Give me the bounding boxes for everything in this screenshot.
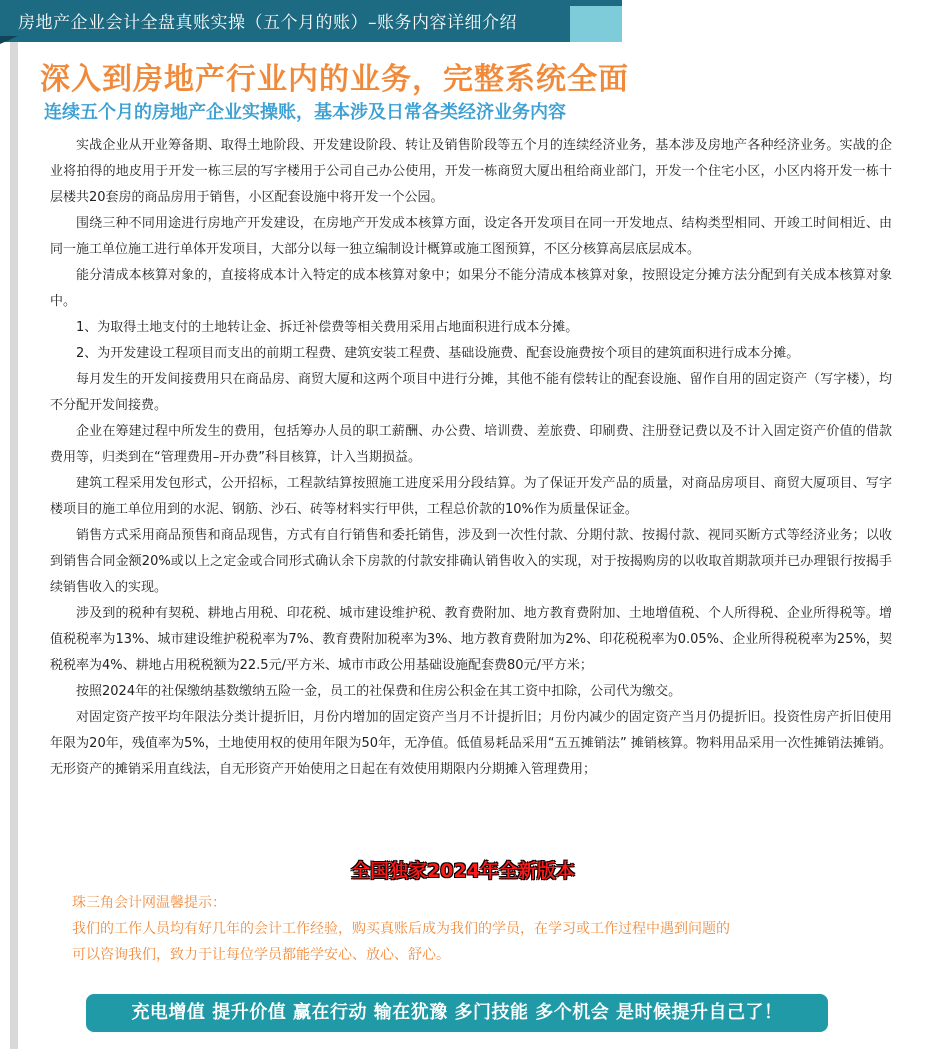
paragraph: 围绕三种不同用途进行房地产开发建设，在房地产开发成本核算方面，设定各开发项目在同一开发地点、结构类型相同、开竣工时间相近、由同一施工单位施工进行单体开发项目，大部分以每一独立编制设计概算或施工图预算，不区分核算高层底层成本。: [50, 216, 892, 257]
tip-line: 我们的工作人员均有好几年的会计工作经验，购买真账后成为我们的学员，在学习或工作过程中遇到问题的: [72, 921, 730, 937]
subheadline: 连续五个月的房地产企业实操账，基本涉及日常各类经济业务内容: [44, 102, 566, 123]
article-body: [50, 133, 892, 783]
tip-body: [72, 916, 872, 968]
paragraph: 销售方式采用商品预售和商品现售，方式有自行销售和委托销售，涉及到一次性付款、分期付款、按揭付款、视同买断方式等经济业务；以收到销售合同金额20%或以上之定金或合同形式确认余下房款的付款安排确认销售收入的实现，对于按揭购房的以收取首期款项并已办理银行按揭手续销售收入的实现。: [50, 528, 892, 595]
paragraph: 建筑工程采用发包形式，公开招标，工程款结算按照施工进度采用分段结算。为了保证开发产品的质量，对商品房项目、商贸大厦项目、写字楼项目的施工单位用到的水泥、钢筋、沙石、砖等材料实行甲供，工程总价款的10%作为质量保证金。: [50, 476, 892, 517]
paragraph: 对固定资产按平均年限法分类计提折旧，月份内增加的固定资产当月不计提折旧；月份内减少的固定资产当月仍提折旧。投资性房产折旧使用年限为20年，残值率为5%，土地使用权的使用年限为50年，无净值。低值易耗品采用“五五摊销法” 摊销核算。物料用品采用一次性摊销法摊销。无形资产的摊销采用直线法，自无形资产开始使用之日起在有效使用期限内分期摊入管理费用；: [50, 710, 892, 777]
paragraph: 企业在筹建过程中所发生的费用，包括筹办人员的职工薪酬、办公费、培训费、差旅费、印刷费、注册登记费以及不计入固定资产价值的借款费用等，归类到在“管理费用–开办费”科目核算，计入当期损益。: [50, 424, 892, 465]
slogan-banner: 充电增值 提升价值 赢在行动 输在犹豫 多门技能 多个机会 是时候提升自己了！: [86, 994, 828, 1032]
paragraph: 1、为取得土地支付的土地转让金、拆迁补偿费等相关费用采用占地面积进行成本分摊。: [76, 320, 579, 335]
paragraph: 按照2024年的社保缴纳基数缴纳五险一金，员工的社保费和住房公积金在其工资中扣除，公司代为缴交。: [76, 684, 682, 699]
tip-title: 珠三角会计网温馨提示：: [72, 895, 226, 911]
paragraph: 实战企业从开业筹备期、取得土地阶段、开发建设阶段、转让及销售阶段等五个月的连续经济业务，基本涉及房地产各种经济业务。实战的企业将拍得的地皮用于开发一栋三层的写字楼用于公司自己办公使用，开发一栋商贸大厦出租给商业部门，开发一个住宅小区，小区内将开发一栋十层楼共20套房的商品房用于销售，小区配套设施中将开发一个公园。: [50, 138, 892, 205]
edition-label: 全国独家2024年全新版本: [351, 860, 575, 882]
paragraph: 能分清成本核算对象的，直接将成本计入特定的成本核算对象中；如果分不能分清成本核算对象，按照设定分摊方法分配到有关成本核算对象中。: [50, 268, 892, 309]
paragraph: 2、为开发建设工程项目而支出的前期工程费、建筑安装工程费、基础设施费、配套设施费按个项目的建筑面积进行成本分摊。: [76, 346, 800, 361]
left-decorative-rule: [10, 40, 18, 1049]
tip-line: 可以咨询我们，致力于让每位学员都能学安心、放心、舒心。: [72, 947, 450, 963]
header-accent-block: [570, 6, 622, 42]
header-notch: [0, 36, 18, 44]
paragraph: 每月发生的开发间接费用只在商品房、商贸大厦和这两个项目中进行分摊，其他不能有偿转让的配套设施、留作自用的固定资产（写字楼），均不分配开发间接费。: [50, 372, 892, 413]
page-title: 房地产企业会计全盘真账实操（五个月的账）–账务内容详细介绍: [18, 13, 517, 33]
headline: 深入到房地产行业内的业务，完整系统全面: [40, 62, 629, 97]
header-bar: [0, 0, 622, 42]
paragraph: 涉及到的税种有契税、耕地占用税、印花税、城市建设维护税、教育费附加、地方教育费附加、土地增值税、个人所得税、企业所得税等。增值税税率为13%、城市建设维护税税率为7%、教育费附加税率为3%、地方教育费附加为2%、印花税税率为0.05%、企业所得税税率为25%，契税税率为4%、耕地占用税税额为22.5元/平方米、城市市政公用基础设施配套费80元/平方米；: [50, 606, 892, 673]
